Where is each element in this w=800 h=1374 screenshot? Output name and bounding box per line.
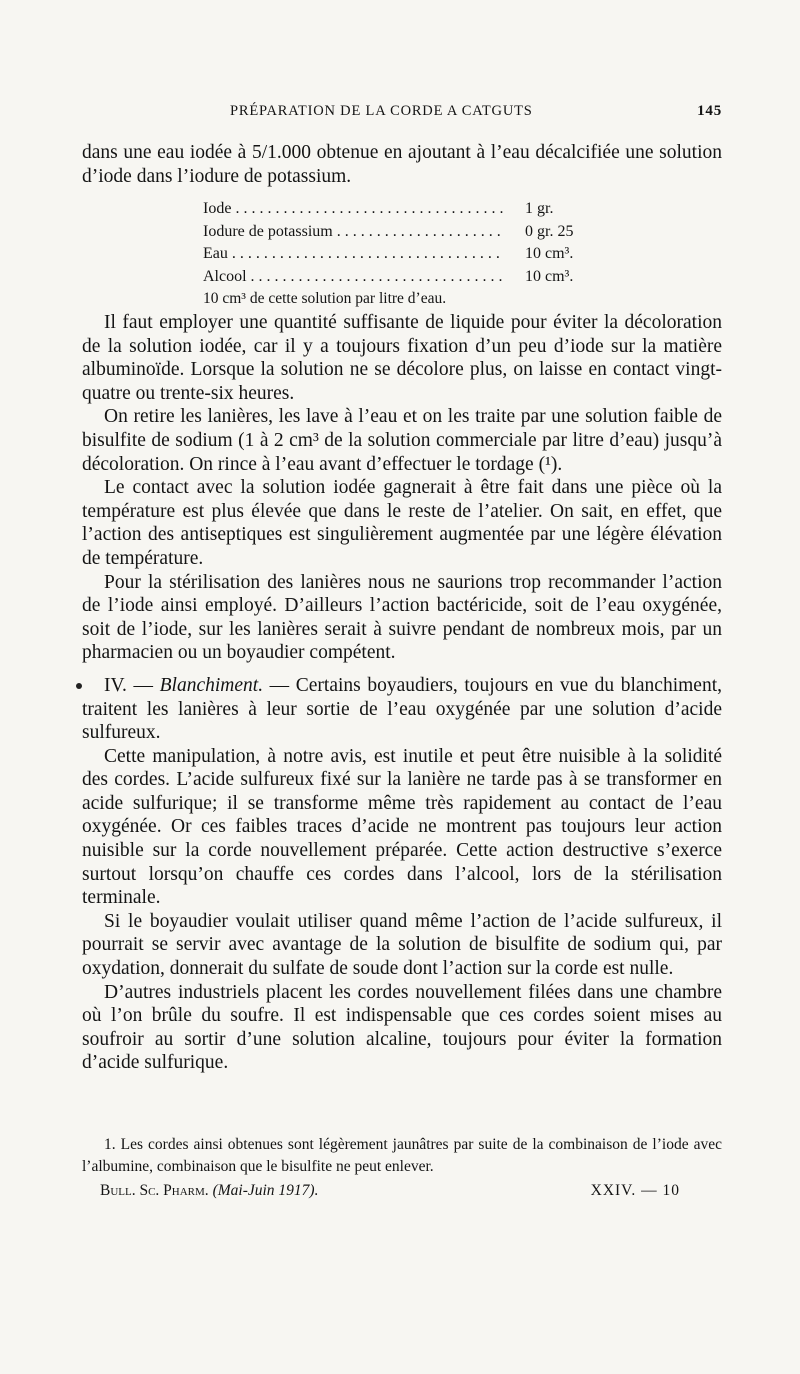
recipe-item-label: Eau . . . xyxy=(203,243,503,266)
paragraph: Pour la stérilisation des lanières nous ne saurions trop recommander l’action de l’iode ainsi employé. D’ailleurs l’action bactéricide, soit de l’eau oxygénée, soit de l’iode, sur les lanières serait à suivre pendant de nombreux mois, par un pharmacien ou un boyaudier compétent. xyxy=(82,571,722,664)
running-header xyxy=(82,103,722,125)
intro-block xyxy=(82,141,722,188)
body-text xyxy=(82,311,722,1075)
recipe-item-qty: 10 cm³. xyxy=(521,266,623,289)
recipe-item-label: Iodure de potassium . . . xyxy=(203,221,503,244)
paragraph: Cette manipulation, à notre avis, est inutile et peut être nuisible à la solidité des cordes. L’acide sulfureux fixé sur la lanière ne tarde pas à se transformer en acide sulfurique; il se transforme même très rapidement au contact de l’eau oxygénée. Or ces faibles traces d’acide ne montrent pas toujours leur action nuisible sur la corde nouvellement préparée. Cette action destructive s’exerce surtout lorsqu’on chauffe ces cordes dans l’alcool, lors de la stérilisation terminale. xyxy=(82,745,722,909)
running-title: PRÉPARATION DE LA CORDE A CATGUTS xyxy=(230,103,533,119)
section-paragraph xyxy=(82,674,722,745)
recipe-item-label: Iode . . . xyxy=(203,198,503,221)
journal-date: (Mai-Juin 1917). xyxy=(212,1182,319,1199)
paragraph: Si le boyaudier voulait utiliser quand même l’action de l’acide sulfureux, il pourrait se servir avec avantage de la solution de bisulfite de sodium qui, par oxydation, donnerait du sulfate de soude dont l’action sur la corde est nulle. xyxy=(82,910,722,980)
paragraph: On retire les lanières, les lave à l’eau et on les traite par une solution faible de bisulfite de sodium (1 à 2 cm³ de la solution commerciale par litre d’eau) jusqu’à décoloration. On rince à l’eau avant d’effectuer le tordage (¹). xyxy=(82,406,722,475)
recipe-note: 10 cm³ de cette solution par litre d’eau. xyxy=(203,290,447,307)
journal-name: Bull. Sc. Pharm. xyxy=(100,1182,209,1199)
intro-paragraph: dans une eau iodée à 5/1.000 obtenue en ajoutant à l’eau décalcifiée une solution d’iode dans l’iodure de potassium. xyxy=(82,142,722,187)
recipe-item-qty: 0 gr. 25 xyxy=(521,221,623,244)
recipe-item-label: Alcool . . . xyxy=(203,266,503,289)
page-footer xyxy=(100,1182,680,1204)
recipe-row xyxy=(203,198,623,221)
paragraph: Le contact avec la solution iodée gagnerait à être fait dans une pièce où la température est plus élevée que dans le reste de l’atelier. On sait, en effet, que l’action des antiseptiques est singulièrement augmentée par une légère élévation de température. xyxy=(82,477,722,569)
recipe-row xyxy=(203,221,623,244)
recipe-row xyxy=(203,266,623,289)
footnote xyxy=(82,1134,722,1178)
recipe-row xyxy=(203,243,623,266)
section-number: IV. — xyxy=(104,674,160,696)
paragraph: Il faut employer une quantité suffisante de liquide pour éviter la décoloration de la solution iodée, car il y a toujours fixation d’un peu d’iode sur la matière albuminoïde. Lorsque la solution ne se décolore plus, on laisse en contact vingt-quatre ou trente-six heures. xyxy=(82,312,722,404)
ink-mark xyxy=(76,683,82,689)
signature-mark: XXIV. — 10 xyxy=(590,1182,680,1199)
recipe-note-row xyxy=(203,288,623,311)
section-text: — Certains boyaudiers, toujours en vue du blanchiment, traitent les lanières à leur sortie de l’eau oxygénée par une solution d’acide sulfureux. xyxy=(82,674,722,744)
journal-citation xyxy=(100,1182,318,1200)
page-number: 145 xyxy=(697,103,722,119)
section-title: Blanchiment. xyxy=(159,674,264,696)
recipe-table xyxy=(203,198,623,311)
recipe-item-qty: 10 cm³. xyxy=(521,243,623,266)
recipe-item-qty: 1 gr. xyxy=(521,198,623,221)
footnote-text: 1. Les cordes ainsi obtenues sont légèrement jaunâtres par suite de la combinaison de l’iode avec l’albumine, combinaison que le bisulfite ne peut enlever. xyxy=(82,1136,722,1175)
paragraph: D’autres industriels placent les cordes nouvellement filées dans une chambre où l’on brûle du soufre. Il est indispensable que ces cordes soient mises au soufroir au sortir d’une solution alcaline, toujours pour éviter la formation d’acide sulfurique. xyxy=(82,981,722,1074)
